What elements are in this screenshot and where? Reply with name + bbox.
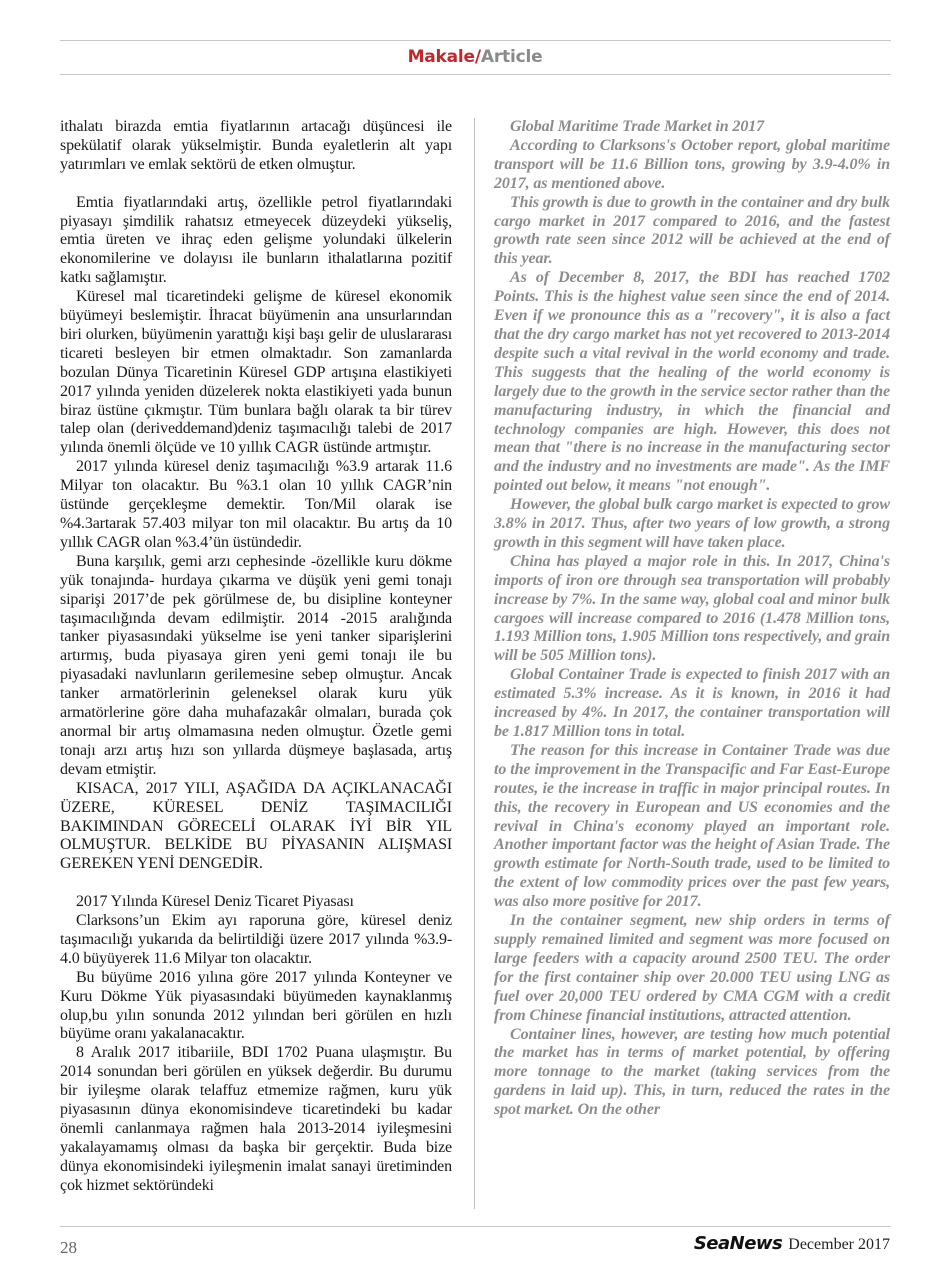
paragraph: The reason for this increase in Container Trade was due to the improvement in the Transpacific and Far East-Europe routes, ie the increase in traffic in major principal routes. In this, the recovery in European and US economies and the revival in China's economy played an important role. Another important factor was the height of Asian Trade. The growth estimate for North-South trade, used to be limited to the extent of low commodity prices over the past few years, was also more positive for 2017. <box>494 741 890 911</box>
paragraph: Emtia fiyatlarındaki artış, özellikle petrol fiyatlarındaki piyasayı şimdilik rahatsız etmeyecek düzeydeki yükseliş, emtia üreten ve ihraç eden gelişme yolundaki ülkelerin ekonomilerine ve dolayısı ile bunların ithalatlarına pozitif katkı sağlamıştır. <box>60 193 452 287</box>
paragraph-caps: KISACA, 2017 YILI, AŞAĞIDA DA AÇIKLANACAĞI ÜZERE, KÜRESEL DENİZ TAŞIMACILIĞI BAKIMINDAN GÖRECELİ OLARAK İYİ BİR YIL OLMUŞTUR. BELKİDE BU PİYASANIN ALIŞMASI GEREKEN YENİ DENGEDİR. <box>60 779 452 873</box>
paragraph: Buna karşılık, gemi arzı cephesinde -özellikle kuru dökme yük tonajında- hurdaya çıkarma ve düşük yeni gemi tonajı siparişi 2017’de pek görülmese de, bu disipline konteyner taşımacılığında devam edilmiştir. 2014 -2015 aralığında tanker piyasasındaki yükselme ise yeni tanker siparişlerini artırmış, buda piyasaya giren yeni gemi tonajı ile bu piyasadaki navlunların gerilemesine sebep olmuştur. Ancak tanker armatörlerinin geleneksel olarak kuru yük armatörlerine göre daha muhafazakâr olmaları, burada çok anormal bir artış olmamasına neden olmuştur. Özetle gemi tonajı arzı artış hızı son yıllarda düşmeye başlasada, artış devam etmiştir. <box>60 552 452 778</box>
column-divider <box>474 118 475 1209</box>
seanews-logo: SeaNews <box>693 1233 783 1254</box>
section-slash: / <box>474 47 481 67</box>
paragraph: Global Container Trade is expected to finish 2017 with an estimated 5.3% increase. As it is known, in 2016 it had increased by 4%. In 2017, the container transportation will be 1.817 Million tons in total. <box>494 666 890 740</box>
paragraph: Container lines, however, are testing how much potential the market has in terms of market potential, by offering more tonnage to the market (taking services from the gardens in laid up). This, in turn, reduced the rates in the spot market. On the other <box>494 1025 890 1119</box>
footer-brand <box>694 1233 890 1254</box>
paragraph: China has played a major role in this. In 2017, China's imports of iron ore through sea transportation will probably increase by 7%. In the same way, global coal and minor bulk cargoes will increase compared to 2016 (1.478 Million tons, 1.193 Million tons, 1.905 Million tons respectively, and grain will be 505 Million tons). <box>494 552 890 665</box>
paragraph: 2017 yılında küresel deniz taşımacılığı %3.9 artarak 11.6 Milyar ton olacaktır. Bu %3.1 olan 10 yıllık CAGR’nin üstünde gerçekleşme demektir. Ton/Mil olarak ise %4.3artarak 57.403 milyar ton mil olacaktır. Bu artış da 10 yıllık CAGR olan %3.4’ün üstündedir. <box>60 458 452 551</box>
turkish-column <box>60 118 452 1196</box>
section-label-tr: Makale <box>407 47 475 67</box>
header-top-rule <box>60 40 891 41</box>
paragraph: However, the global bulk cargo market is expected to grow 3.8% in 2017. Thus, after two years of low growth, a strong growth in this segment will have taken place. <box>494 496 890 551</box>
paragraph: This growth is due to growth in the container and dry bulk cargo market in 2017 compared to 2016, and the fastest growth rate seen since 2012 will be achieved at the end of this year. <box>494 193 890 268</box>
paragraph: Bu büyüme 2016 yılına göre 2017 yılında Konteyner ve Kuru Dökme Yük piyasasındaki büyümeden kaynaklanmış olup,bu yılın sonunda 2012 yılından beri görülen en hızlı büyüme oranı yakalanacaktır. <box>60 968 452 1043</box>
paragraph: ithalatı birazda emtia fiyatlarının artacağı düşüncesi ile spekülatif olarak yükselmiştir. Bunda eyaletlerin alt yapı yatırımları ve emlak sektörü de etken olmuştur. <box>60 118 452 173</box>
section-heading: 2017 Yılında Küresel Deniz Ticaret Piyasası <box>76 893 354 911</box>
paragraph: 8 Aralık 2017 itibariile, BDI 1702 Puana ulaşmıştır. Bu 2014 sonundan beri görülen en yüksek değerdir. Bu durumu bir iyileşme olarak telaffuz etmemize rağmen, kuru yük piyasasının dünya ekonomisindeve ticaretindeki bu kadar önemli canlanmaya rağmen hala 2013-2014 iyileşmesini yakalayamamış olması da başka bir gerçektir. Buda bize dünya ekonomisindeki iyileşmenin imalat sanayi üretiminden çok hizmet sektöründeki <box>60 1044 452 1194</box>
page-number: 28 <box>60 1238 77 1257</box>
footer-rule <box>60 1226 891 1227</box>
header-bottom-rule <box>60 74 891 75</box>
paragraph: As of December 8, 2017, the BDI has reached 1702 Points. This is the highest value seen since the end of 2014. Even if we pronounce this as a "recovery", it is also a fact that the dry cargo market has not yet recovered to 2013-2014 despite such a vital revival in the world economy and trade. This suggests that the healing of the world economy is largely due to the growth in the service sector rather than the manufacturing industry, in which the financial and technology companies are high. However, this does not mean that "there is no increase in the manufacturing sector and the industry and no investments are made". As the IMF pointed out below, it means "not enough". <box>494 269 890 495</box>
english-column <box>494 118 890 1120</box>
paragraph: Küresel mal ticaretindeki gelişme de küresel ekonomik büyümeyi beslemiştir. İhracat büyümenin ana unsurlarından biri olurken, büyümenin yarattığı kişi başı gelir de uluslararası ticareti besleyen bir etmen olmaktadır. Son zamanlarda bozulan Dünya Ticaretinin Küresel GDP artışına elastikiyeti 2017 yılında yeniden düzelerek nokta elastikiyeti yada bunun biraz üstüne çıkmıştır. Tüm bunlara bağlı olarak ta bir türev talep olan (deriveddemand)deniz taşımacılığı talebi de 2017 yılında önemli ölçüde ve 10 yıllık CAGR üstünde artmıştır. <box>60 288 452 457</box>
section-heading: Global Maritime Trade Market in 2017 <box>510 118 765 135</box>
paragraph: According to Clarksons's October report, global maritime transport will be 11.6 Billion tons, growing by 3.9-4.0% in 2017, as mentioned above. <box>494 136 890 192</box>
issue-date: December 2017 <box>788 1236 890 1253</box>
paragraph: Clarksons’un Ekim ayı raporuna göre, küresel deniz taşımacılığı yukarıda da belirtildiği üzere 2017 yılında %3.9-4.0 büyüyerek 11.6 Milyar ton olacaktır. <box>60 912 452 967</box>
section-header <box>0 47 950 67</box>
section-label-en: Article <box>480 47 543 67</box>
paragraph: In the container segment, new ship orders in terms of supply remained limited and segment was more focused on large feeders with a capacity around 2500 TEU. The order for the first container ship over 20.000 TEU using LNG as fuel over 20,000 TEU ordered by CMA CGM with a credit from Chinese financial institutions, attracted attention. <box>494 912 890 1024</box>
